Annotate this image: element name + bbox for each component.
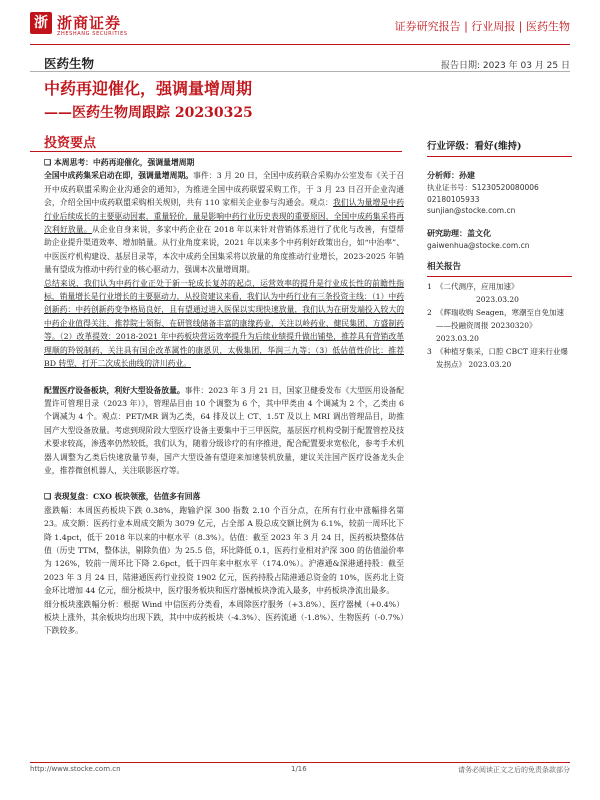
- report-type-nav: 证券研究报告 | 行业周报 | 医药生物: [394, 20, 570, 33]
- industry-rating: 行业评级：看好(维持): [427, 140, 572, 157]
- company-name-en: ZHESHANG SECURITIES: [57, 31, 128, 37]
- paragraph-text: 从企业自身来说，多家中药企业在 2018 年以来针对营销体系进行了优化与改善，有望帮助企业提升渠道效率、增加销量。从行业角度来说，2021 年以来多个中药利好政策出台，如“中治率”、中医医疗机构建设、基层目录等，本次中成药全国集采将以放量的角度推动行业增长，2023-2025 年销量有望成为推动中药行业的核心驱动力，强调本次量增周期。: [44, 225, 405, 275]
- paragraph: 细分板块涨跌幅分析：根据 Wind 中信医药分类看，本周除医疗服务（+3.8%）、医疗器械（+0.4%）板块上涨外，其余板块均出现下跌，其中中成药板块（-4.3%）、医药流通（-1.8%）、生物医药（-0.7%）下跌较多。: [44, 599, 404, 636]
- company-name: 浙商证券: [57, 14, 122, 32]
- paragraph: 总结来说，我们认为中药行业正处于新一轮成长复苏的起点，运营效率的提升是行业成长性的前瞻性指标，销量增长是行业增长的主要驱动力，从投资建议来看，我们认为中药行业有三条投资主线：（1）中药创新药：中药创新药变争格局良好，且有望通过进入医保以实现快速放量，我们认为在研发端投入较大的中药企业值得关注，推荐院士领衔、在研管线储备丰富的康缘药业，关注以岭药业、健民集团、方盛制药等。（2）改革提效：2018-2021 年中药板块营运效率提升为后续业绩提升做出铺垫，推荐具有营销改革理顺的羚锐制药，关注具有国企改革属性的康恩贝，太极集团，华润三九等；（3）低估值性价比：推荐 BD 转型、打开二次成长曲线的济川药业。: [44, 278, 404, 369]
- footer-divider: [30, 762, 570, 763]
- company-logo-icon: 浙: [30, 12, 52, 34]
- paragraph: [44, 384, 404, 478]
- analyst-cert: 执业证书号：S1230520080006: [427, 183, 539, 192]
- footer-disclaimer: 请务必阅读正文之后的免责条款部分: [458, 766, 570, 774]
- sidebar: [427, 140, 572, 371]
- header-divider: [30, 44, 570, 45]
- report-title: 中药再迎催化，强调量增周期: [44, 79, 253, 98]
- paragraph-text: 事件：3 月 20 日，全国中成药联合采购办公室发布《关于召开中成药联盟采购企业沟通会的通知》，为推进全国中成药联盟采购工作，于 3 月 23 日召开企业沟通会，介绍全国中成药联盟采购相关规则，共有 110 家相关企业参与沟通会。观点：: [44, 171, 404, 208]
- sector-label: 医药生物: [44, 56, 95, 71]
- bullet-label: 本周思考：中药再迎催化，强调量增周期: [54, 158, 195, 167]
- related-report-item[interactable]: 2 《辉瑞收购 Seagen，寒潮至自免加速——投融资周报 20230320》 2023.03.20: [427, 308, 565, 343]
- report-date: 报告日期: 2023 年 03 月 25 日: [440, 61, 570, 71]
- related-reports-heading: 相关报告: [427, 261, 572, 277]
- section-heading: 投资要点: [44, 136, 97, 151]
- main-body: [44, 156, 404, 638]
- assistant-email[interactable]: gaiwenhua@stocke.com.cn: [427, 240, 530, 250]
- square-bullet-icon: ❑: [44, 491, 52, 502]
- report-subtitle: ——医药生物周跟踪 20230325: [44, 105, 253, 121]
- bullet-heading: [44, 156, 404, 169]
- paragraph-lead: 配置医疗设备板块，利好大型设备放量。: [44, 385, 185, 395]
- paragraph: [44, 169, 404, 276]
- date-divider: [30, 71, 570, 72]
- analyst-title: 分析师：孙建: [427, 170, 475, 180]
- related-report-item[interactable]: 1 《二代测序，应用加速》 2023.03.20: [427, 282, 519, 304]
- analyst-phone: 02180105933: [427, 194, 480, 204]
- underlined-text: 我们认为量增是中药行业后续成长的主要驱动因素，: [44, 198, 404, 221]
- paragraph-lead: 全国中成药集采启动在即，强调量增周期。: [44, 171, 194, 181]
- analyst-email[interactable]: sunjian@stocke.com.cn: [427, 206, 516, 215]
- related-report-item[interactable]: 3 《种植牙集采，口腔 CBCT 迎来行业爆发拐点》 2023.03.20: [427, 347, 568, 369]
- assistant-title: 研究助理：盖文化: [427, 227, 491, 238]
- bullet-label: 表现复盘：CXO 板块领涨，估值多有回落: [54, 492, 201, 502]
- paragraph: 涨跌幅：本周医药板块下跌 0.38%，跑输沪深 300 指数 2.10 个百分点，在所有行业中涨幅排名第 23。成交额：医药行业本周成交额为 3079 亿元，占全部 A 股总成交额比例为 6.1%，较前一周环比下降 1.4pct，低于 2018 年以来的中枢水平（8.3%）。估值：截至 2023 年 3 月 24 日，医药板块整体估值（历史 TTM，整体法，剔除负值）为 25.5 倍，环比降低 0.1，医药行业相对沪深 300 的估值溢价率为 126%，较前一周环比下降 2.6pct，低于四年来中枢水平（174.0%）。沪港通&深港通持股：截至 2023 年 3 月 24 日，陆港通医药行业投资 1902 亿元，医药持股占陆港通总资金的 10%，医药北上资金环比增加 44 亿元，细分板块中，医疗服务板块和医疗器械板块净流入最多，中药板块净流出最多。: [44, 505, 404, 596]
- paragraph-text: 事件：2023 年 3 月 21 日，国家卫健委发布《大型医用设备配置许可管理目录（2023 年）》，管理品目由 10 个调整为 6 个，其中甲类由 4 个调减为 2 个，乙类由 6 个调减为 4 个。观点：PET/MR 调为乙类，64 排及以上 CT、1.5T 及以上 MRI 调出管理品目，助推国产大型设备放量。考虑到现阶段大型医疗设备主要集中于三甲医院，基层医疗机构受制于配置管控及技术要求较高，渗透率仍然较低，我们认为，随着分级诊疗的有序推进，配合配置要求宽松化，参考手术机器人调整为乙类后快速放量节奏，国产大型设备有望迎来加速装机放量，建议关注国产医疗设备龙头企业，推荐微创机器人，关注联影医疗等。: [44, 385, 405, 475]
- page-number: 1/16: [291, 765, 307, 773]
- underlined-text: 重量轻价，量是影响中药行业历史表现的重要原因，全国中成药集采将再次利好放量。: [44, 211, 405, 235]
- bullet-heading: [44, 490, 404, 503]
- square-bullet-icon: ❑: [44, 157, 52, 167]
- footer-url[interactable]: http://www.stocke.com.cn: [30, 765, 121, 773]
- section-divider: [30, 151, 402, 152]
